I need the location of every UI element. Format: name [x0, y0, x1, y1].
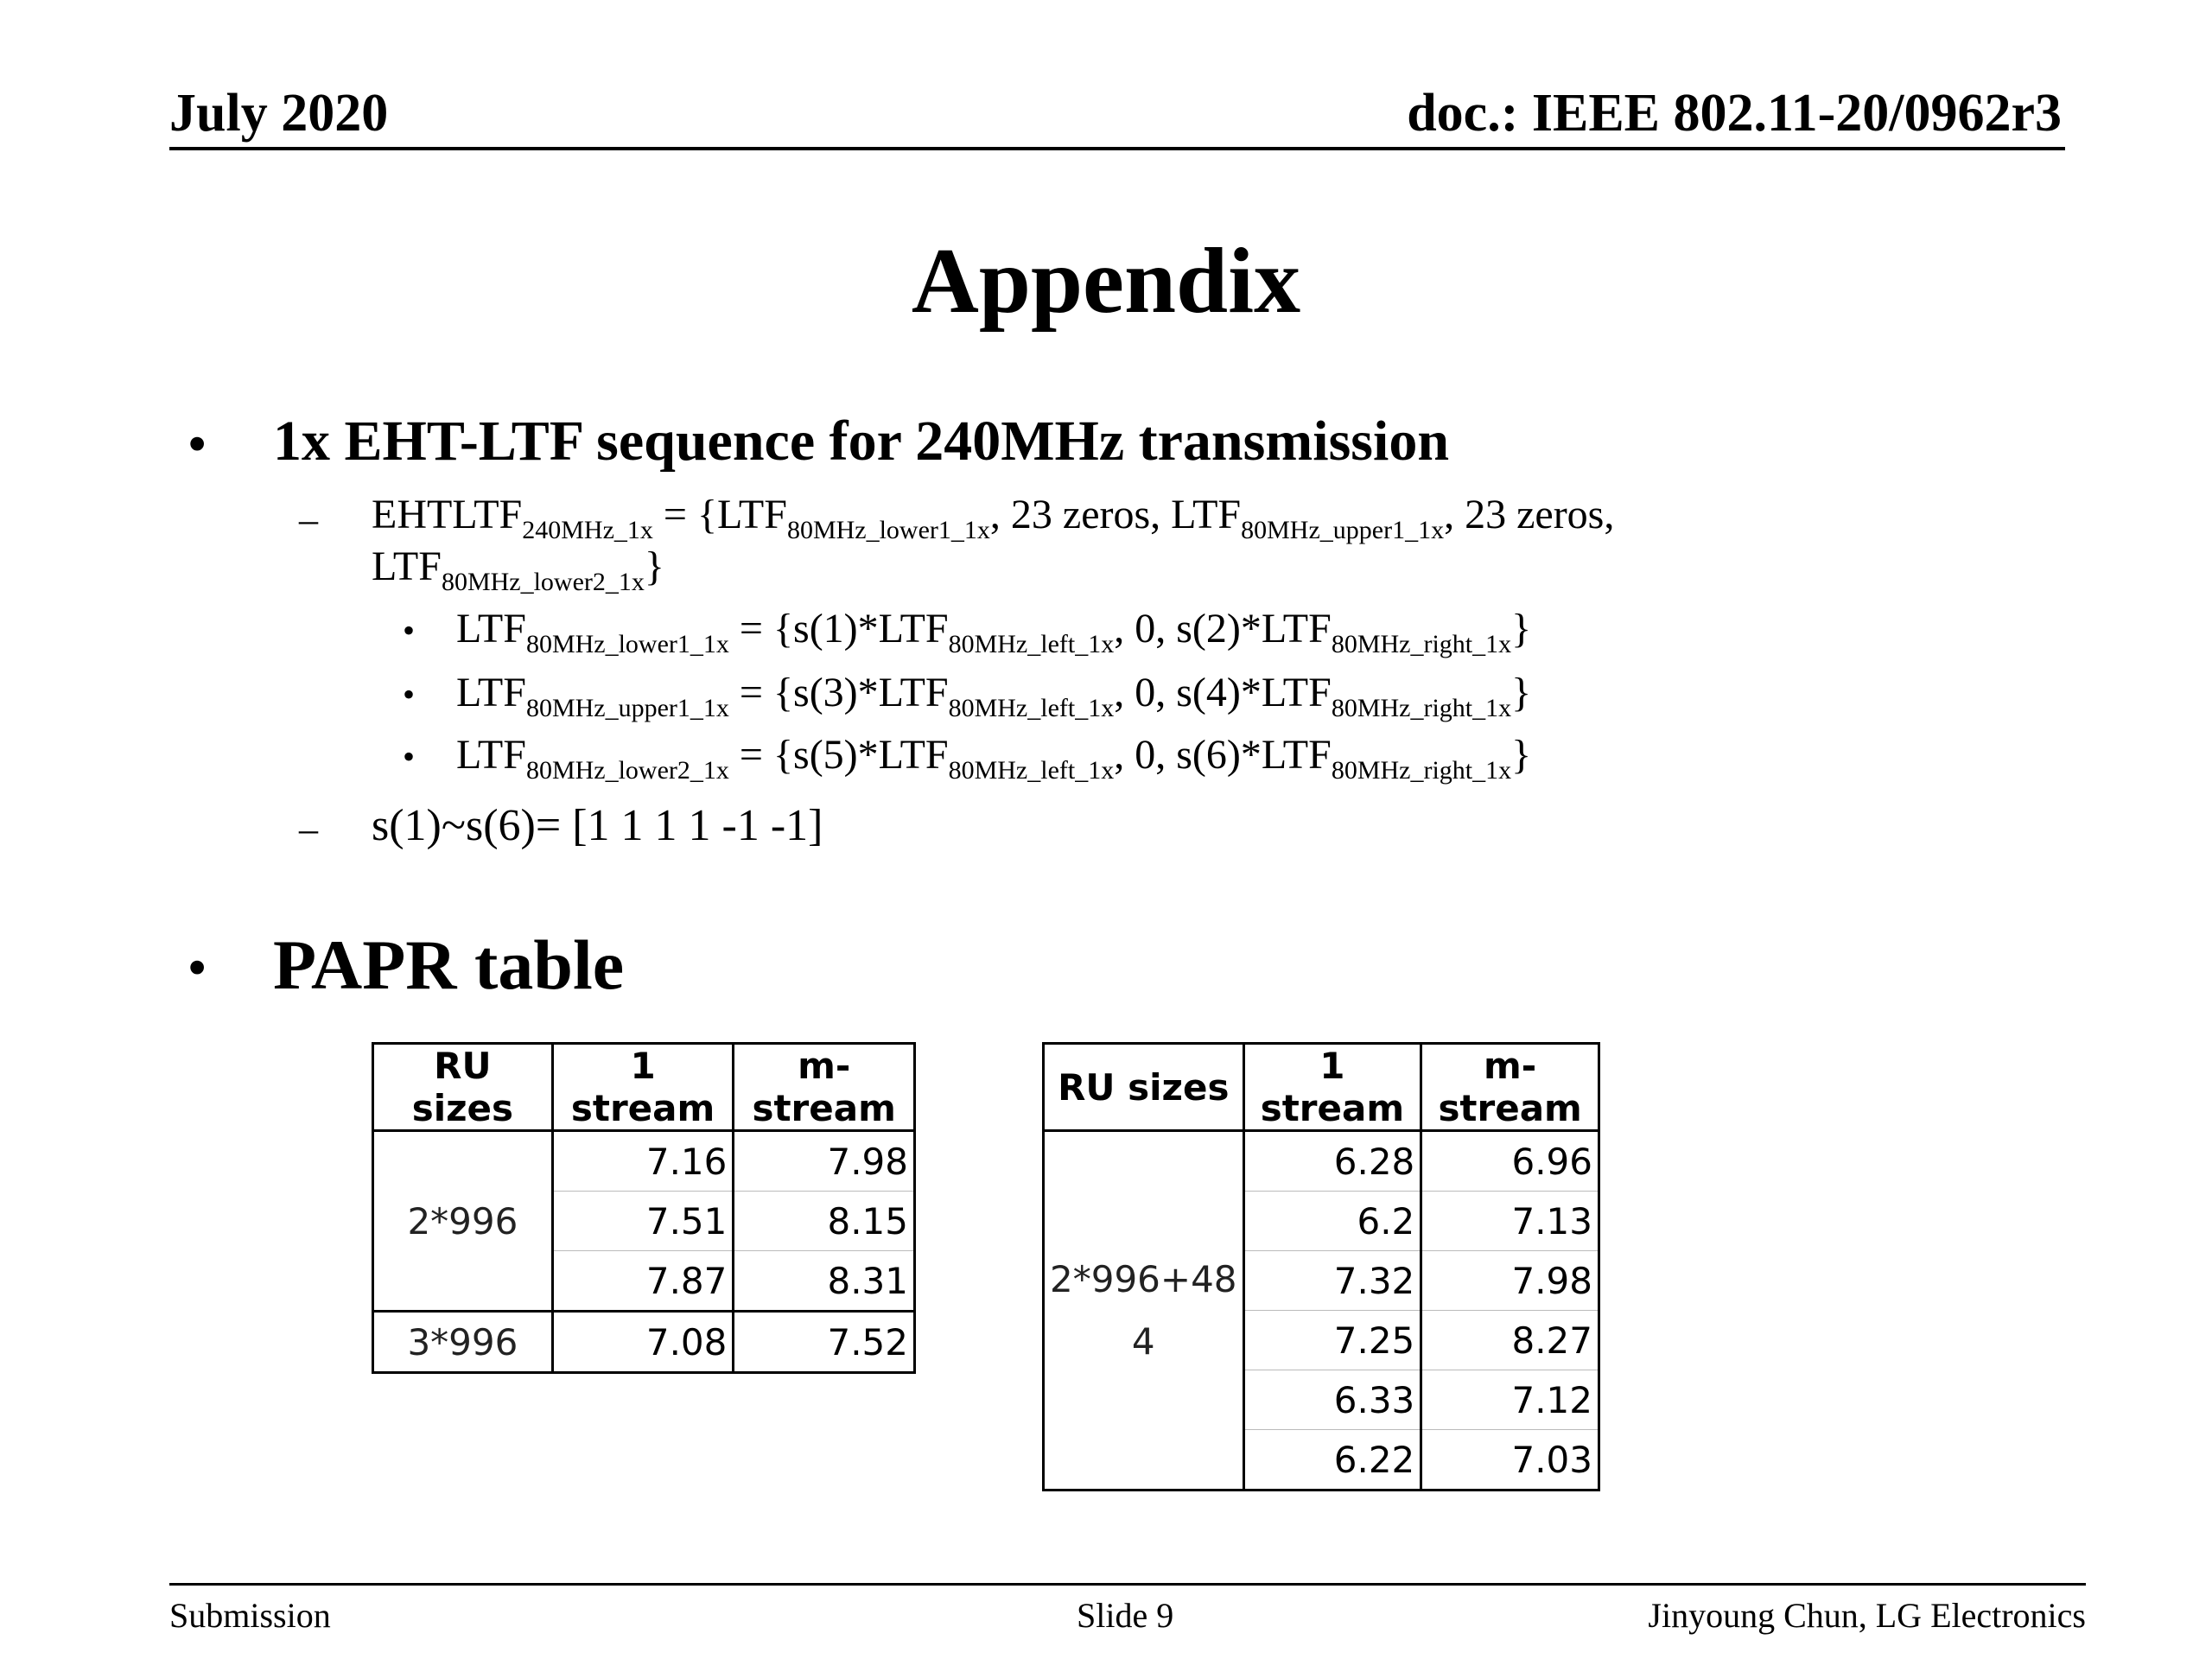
ru-size-line: 4	[1131, 1319, 1155, 1363]
value-cell: 6.22	[1243, 1430, 1421, 1491]
section2-heading: PAPR table	[273, 925, 625, 1004]
eq-sub: 80MHz_lower2_1x	[441, 568, 645, 596]
value-cell: 6.2	[1243, 1192, 1421, 1251]
footer-submission: Submission	[169, 1596, 331, 1635]
col-header: m-stream	[1421, 1044, 1599, 1131]
eq-sub: 80MHz_left_1x	[948, 756, 1115, 785]
eq-text: , 0, s(4)*LTF	[1114, 670, 1332, 715]
eq-main-line2	[372, 543, 664, 596]
value-cell: 7.03	[1421, 1430, 1599, 1491]
eq-text: LTF	[456, 732, 526, 778]
value-cell: 7.08	[552, 1312, 734, 1373]
col-header: m-stream	[734, 1044, 915, 1131]
eq-sub: 80MHz_lower1_1x	[786, 516, 990, 544]
table-row	[373, 1131, 915, 1192]
eq-main-line1	[372, 492, 1615, 544]
col-header: RU sizes	[373, 1044, 553, 1131]
value-cell: 7.98	[734, 1131, 915, 1192]
ru-size-cell: 3*996	[373, 1312, 553, 1373]
value-cell: 8.15	[734, 1192, 915, 1251]
header-doc-id: doc.: IEEE 802.11-20/0962r3	[1407, 84, 2062, 143]
col-header: RU sizes	[1044, 1044, 1244, 1131]
eq-text: }	[1511, 732, 1532, 778]
value-cell: 7.13	[1421, 1192, 1599, 1251]
eq-sub: 80MHz_lower1_1x	[525, 630, 729, 658]
value-cell: 6.28	[1243, 1131, 1421, 1192]
header-date: July 2020	[169, 84, 389, 143]
eq-sub: 80MHz_lower2_1x	[525, 756, 729, 785]
eq-text: LTF	[456, 606, 526, 652]
eq-sub: 80MHz_right_1x	[1331, 756, 1512, 785]
eq-text: LTF	[372, 543, 442, 589]
eq-sub: 80MHz_upper1_1x	[1241, 516, 1445, 544]
bullet-dot: •	[188, 416, 207, 472]
bullet-dot: •	[188, 939, 207, 995]
eq-sub: 240MHz_1x	[522, 516, 653, 544]
papr-table-1	[372, 1042, 916, 1374]
value-cell: 7.52	[734, 1312, 915, 1373]
eq-text: , 0, s(2)*LTF	[1114, 606, 1332, 652]
footer-author: Jinyoung Chun, LG Electronics	[1648, 1596, 2086, 1635]
eq-sub: 80MHz_left_1x	[948, 694, 1115, 722]
footer-rule	[169, 1583, 2086, 1586]
col-header: 1 stream	[552, 1044, 734, 1131]
value-cell: 7.51	[552, 1192, 734, 1251]
eq-text: LTF	[456, 670, 526, 715]
bullet-dot: •	[403, 675, 416, 714]
bullet-dot: •	[403, 611, 416, 650]
eq-sub: 80MHz_right_1x	[1331, 630, 1512, 658]
eq-sub: 80MHz_upper1_1x	[525, 694, 729, 722]
papr-table-2	[1042, 1042, 1600, 1491]
eq-text: , 0, s(6)*LTF	[1114, 732, 1332, 778]
table-row	[373, 1312, 915, 1373]
slide-title: Appendix	[911, 230, 1301, 333]
header-rule	[169, 147, 2065, 150]
section1-heading: 1x EHT-LTF sequence for 240MHz transmission	[273, 410, 1450, 473]
eq-sub: 80MHz_left_1x	[948, 630, 1115, 658]
sub-item-2	[456, 670, 1532, 722]
value-cell: 7.25	[1243, 1311, 1421, 1370]
value-cell: 7.12	[1421, 1370, 1599, 1430]
col-header: 1 stream	[1243, 1044, 1421, 1131]
table-row	[1044, 1131, 1599, 1192]
value-cell: 7.16	[552, 1131, 734, 1192]
value-cell: 6.96	[1421, 1131, 1599, 1192]
eq-text: = {s(1)*LTF	[728, 606, 949, 652]
value-cell: 8.31	[734, 1251, 915, 1312]
eq-text: }	[644, 543, 664, 589]
dash-marker: –	[299, 808, 318, 850]
value-cell: 6.33	[1243, 1370, 1421, 1430]
sub-item-1	[456, 606, 1532, 658]
eq-text: = {s(5)*LTF	[728, 732, 949, 778]
ru-size-cell	[1044, 1131, 1244, 1491]
eq-text: }	[1511, 606, 1532, 652]
signs-line: s(1)~s(6)= [1 1 1 1 -1 -1]	[372, 801, 823, 850]
table-header-row	[373, 1044, 915, 1131]
eq-sub: 80MHz_right_1x	[1331, 694, 1512, 722]
eq-text: }	[1511, 670, 1532, 715]
ru-size-cell: 2*996	[373, 1131, 553, 1312]
value-cell: 8.27	[1421, 1311, 1599, 1370]
eq-text: , 23 zeros,	[1444, 492, 1615, 537]
value-cell: 7.32	[1243, 1251, 1421, 1311]
eq-text: = {LTF	[652, 492, 787, 537]
sub-item-3	[456, 732, 1532, 785]
eq-text: = {s(3)*LTF	[728, 670, 949, 715]
footer-slide-number: Slide 9	[1077, 1596, 1174, 1635]
ru-size-line: 2*996+48	[1050, 1257, 1237, 1300]
bullet-dot: •	[403, 737, 416, 776]
eq-text: EHTLTF	[372, 492, 523, 537]
table-header-row	[1044, 1044, 1599, 1131]
value-cell: 7.98	[1421, 1251, 1599, 1311]
value-cell: 7.87	[552, 1251, 734, 1312]
dash-marker: –	[299, 499, 318, 541]
eq-text: , 23 zeros, LTF	[989, 492, 1242, 537]
